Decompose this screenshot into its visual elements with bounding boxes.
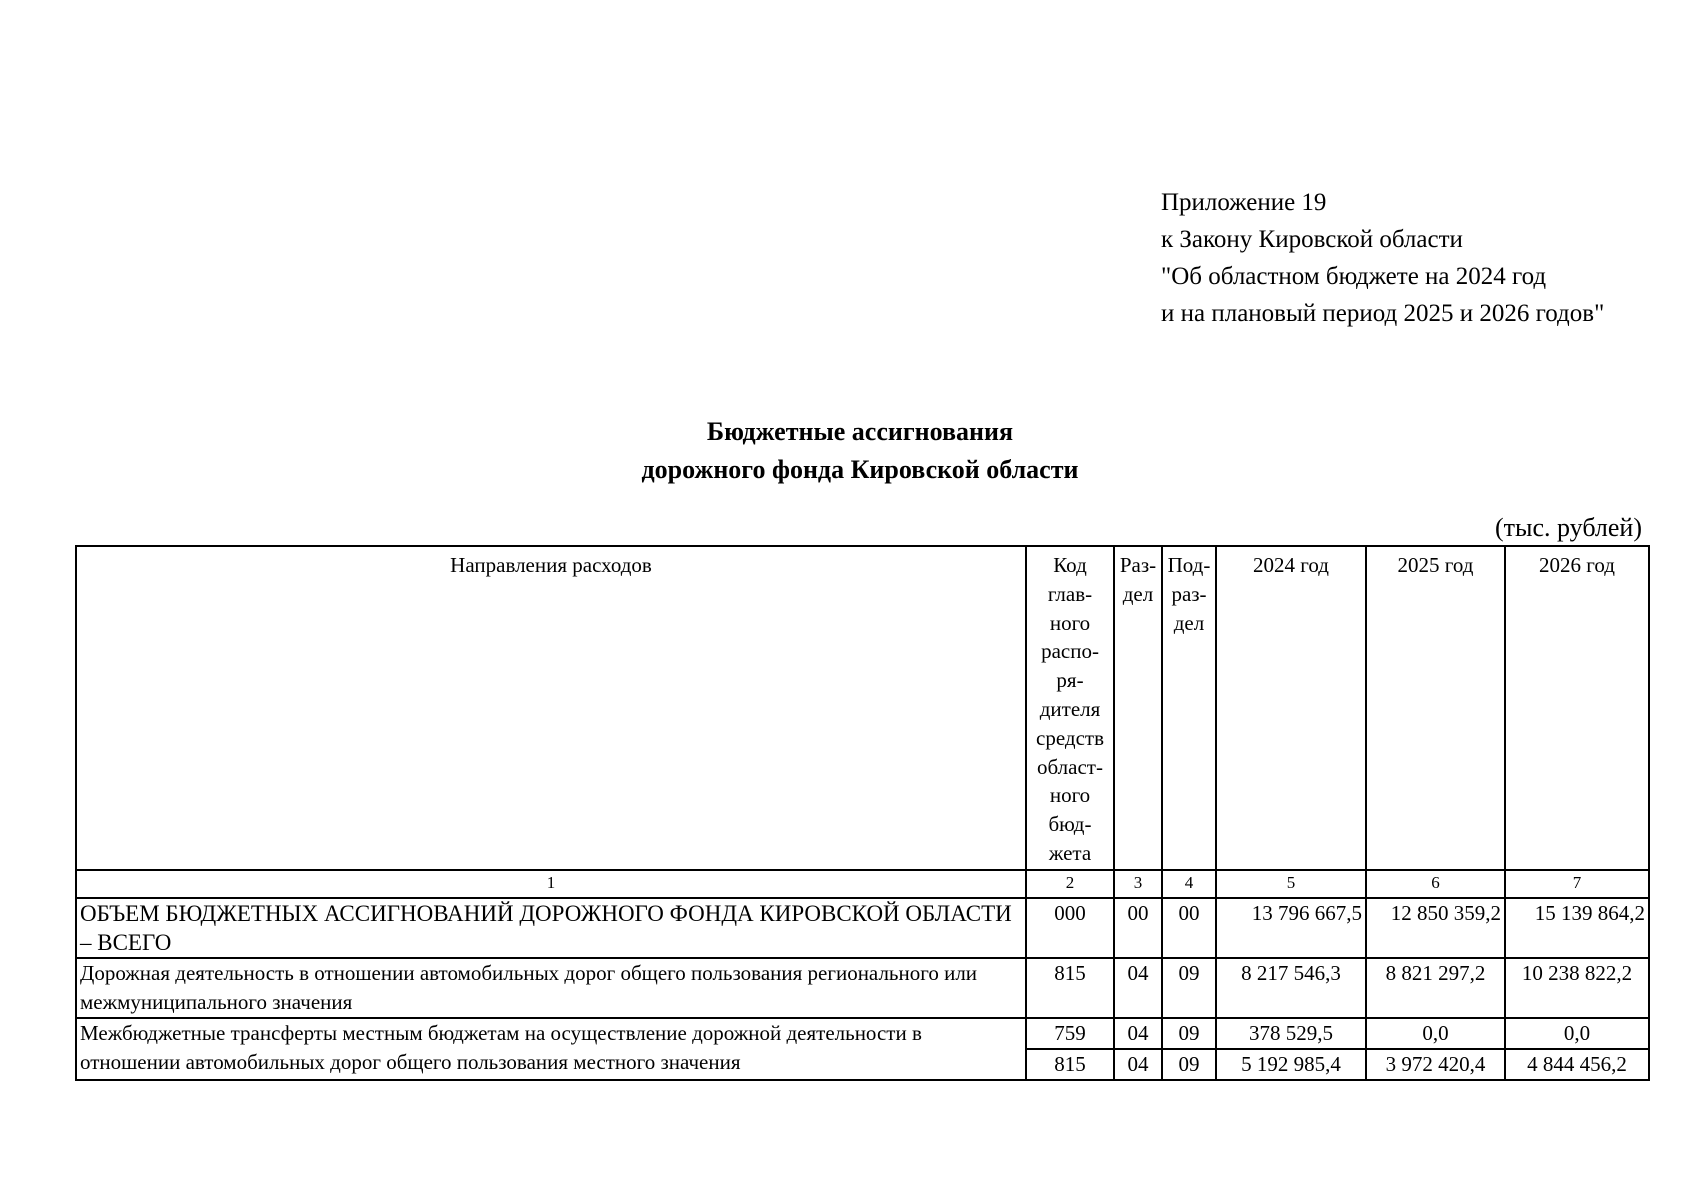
column-number-row [76,870,1649,898]
table-row-total [76,898,1649,958]
row-description: Дорожная деятельность в отношении автомобильных дорог общего пользования регионального или межмуниципального значения [76,958,1026,1018]
row-value-2024: 13 796 667,5 [1216,898,1366,958]
row-value-2026: 4 844 456,2 [1505,1049,1649,1080]
appendix-line: и на плановый период 2025 и 2026 годов" [1161,300,1605,327]
appendix-note [1161,184,1604,332]
row-value-2025: 0,0 [1366,1018,1505,1049]
table-row [76,1018,1649,1049]
table-row [76,958,1649,1018]
column-number: 2 [1026,870,1114,898]
row-razdel: 04 [1114,958,1162,1018]
row-podrazdel: 09 [1162,1049,1216,1080]
header-direction: Направления расходов [76,546,1026,870]
row-value-2026: 15 139 864,2 [1505,898,1649,958]
column-number: 1 [76,870,1026,898]
row-kod: 815 [1026,1049,1114,1080]
row-value-2024: 5 192 985,4 [1216,1049,1366,1080]
row-razdel: 04 [1114,1018,1162,1049]
row-value-2024: 8 217 546,3 [1216,958,1366,1018]
row-kod: 815 [1026,958,1114,1018]
appendix-line: "Об областном бюджете на 2024 год [1161,263,1547,290]
budget-table [75,545,1650,1081]
column-number: 4 [1162,870,1216,898]
header-podrazdel: Под- раз- дел [1162,546,1216,870]
row-description: Межбюджетные трансферты местным бюджетам на осуществление дорожной деятельности в отношении автомобильных дорог общего пользования местного значения [76,1018,1026,1080]
row-podrazdel: 09 [1162,958,1216,1018]
row-value-2025: 12 850 359,2 [1366,898,1505,958]
header-2026: 2026 год [1505,546,1649,870]
column-number: 7 [1505,870,1649,898]
title-line: Бюджетные ассигнования [706,417,1014,446]
row-razdel: 00 [1114,898,1162,958]
appendix-line: Приложение 19 [1161,189,1327,216]
column-number: 5 [1216,870,1366,898]
row-podrazdel: 00 [1162,898,1216,958]
row-value-2024: 378 529,5 [1216,1018,1366,1049]
header-razdel: Раз- дел [1114,546,1162,870]
row-value-2026: 0,0 [1505,1018,1649,1049]
row-value-2025: 3 972 420,4 [1366,1049,1505,1080]
row-kod: 000 [1026,898,1114,958]
header-kod: Код глав- ного распо- ря- дителя средств област- ного бюд- жета [1026,546,1114,870]
header-row [76,546,1649,870]
column-number: 3 [1114,870,1162,898]
units-label: (тыс. рублей) [1494,513,1642,542]
row-razdel: 04 [1114,1049,1162,1080]
title-line: дорожного фонда Кировской области [641,455,1079,484]
column-number: 6 [1366,870,1505,898]
header-2024: 2024 год [1216,546,1366,870]
document-title [0,413,1698,489]
header-2025: 2025 год [1366,546,1505,870]
row-kod: 759 [1026,1018,1114,1049]
row-podrazdel: 09 [1162,1018,1216,1049]
appendix-line: к Закону Кировской области [1161,226,1463,253]
row-description: ОБЪЕМ БЮДЖЕТНЫХ АССИГНОВАНИЙ ДОРОЖНОГО ФОНДА КИРОВСКОЙ ОБЛАСТИ – ВСЕГО [76,898,1026,958]
row-value-2026: 10 238 822,2 [1505,958,1649,1018]
row-value-2025: 8 821 297,2 [1366,958,1505,1018]
